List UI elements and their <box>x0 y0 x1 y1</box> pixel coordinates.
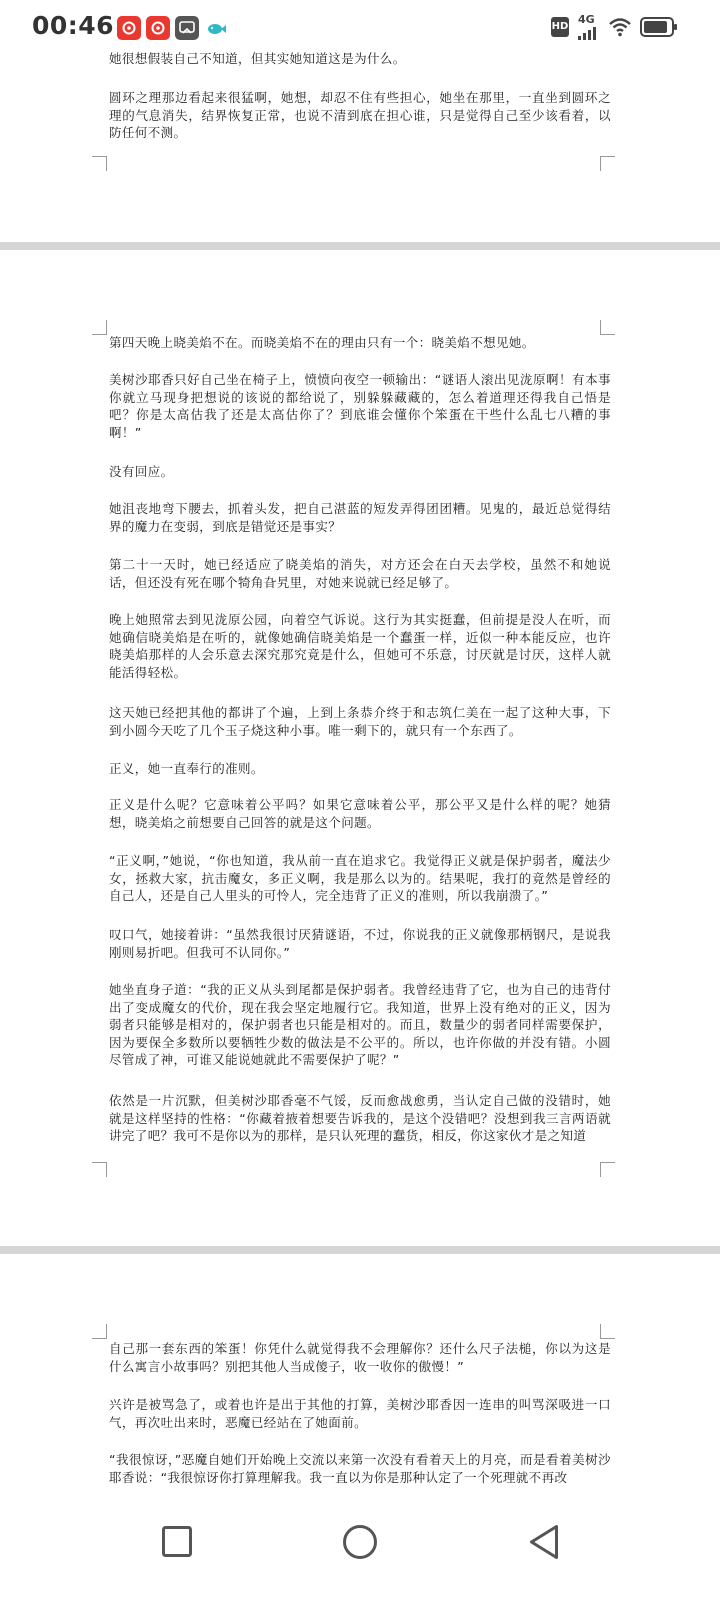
paragraph: 叹口气，她接着讲：“虽然我很讨厌猜谜语，不过，你说我的正义就像那柄钢尺，是说我刚则易折吧。但我可不认同你。” <box>109 927 611 960</box>
paragraph: 晚上她照常去到见泷原公园，向着空气诉说。这行为其实挺蠢，但前提是没人在听，而她确信晓美焰是在听的，就像她确信晓美焰是一个蠢蛋一样，近似一种本能反应，也许晓美焰那样的人会乐意去深究那究竟是什么，但她可不乐意，讨厌就是讨厌，这样人就能活得轻松。 <box>109 612 611 680</box>
wifi-icon <box>608 17 632 37</box>
circle-home-icon[interactable] <box>342 1524 378 1560</box>
document-page-3[interactable] <box>0 1254 720 1508</box>
square-recents-icon[interactable] <box>162 1526 192 1558</box>
page-corner-mark <box>92 1324 107 1339</box>
document-page-1[interactable] <box>0 51 720 242</box>
paragraph: 正义，她一直奉行的准则。 <box>109 761 264 776</box>
status-bar <box>0 0 720 56</box>
paragraph: 第二十一天时，她已经适应了晓美焰的消失，对方还会在白天去学校，虽然不和她说话，但还没有死在哪个犄角旮旯里，对她来说就已经足够了。 <box>109 557 611 590</box>
page-corner-mark <box>600 1324 615 1339</box>
paragraph: 没有回应。 <box>109 464 174 479</box>
netease-music-icon <box>146 16 170 40</box>
netease-music-icon <box>117 16 141 40</box>
paragraph: 自己那一套东西的笨蛋！你凭什么就觉得我不会理解你？还什么尺子法槌，你以为这是什么寓言小故事吗？别把其他人当成傻子，收一收你的傲慢！” <box>109 1341 611 1374</box>
paragraph: 第四天晚上晓美焰不在。而晓美焰不在的理由只有一个：晓美焰不想见她。 <box>109 335 535 350</box>
navigation-bar <box>0 1508 720 1600</box>
triangle-back-icon[interactable] <box>528 1524 560 1560</box>
paragraph: 美树沙耶香只好自己坐在椅子上，愤愤向夜空一顿输出：“谜语人滚出见泷原啊！有本事你就立马现身把想说的该说的都给说了，别躲躲藏藏的，怎么着道理还得我自己悟是吧？你是太高估我了还是太高估你了？到底谁会懂你个笨蛋在干些什么乱七八糟的事啊！” <box>109 372 611 440</box>
battery-icon <box>640 17 678 37</box>
page-corner-mark <box>600 320 615 335</box>
status-time: 00:46 <box>32 11 115 40</box>
network-type-label: 4G <box>578 13 595 26</box>
paragraph: 她坐直身子道：“我的正义从头到尾都是保护弱者。我曾经违背了它，也为自己的违背付出了变成魔女的代价，现在我会坚定地履行它。我知道，世界上没有绝对的正义，因为弱者只能够是相对的，保护弱者也只能是相对的。而且，数量少的弱者同样需要保护，因为要保全多数所以要牺牲少数的做法是不公平的。所以，也许你做的并没有错。小圆尽管成了神，可谁又能说她就此不需要保护了呢？” <box>109 982 611 1067</box>
hd-badge: HD <box>551 17 569 37</box>
page-corner-mark <box>92 156 107 171</box>
paragraph: 圆环之理那边看起来很猛啊，她想，却忍不住有些担心，她坐在那里，一直坐到圆环之理的气息消失，结界恢复正常，也说不清到底在担心谁，只是觉得自己至少该看着，以防任何不测。 <box>109 90 611 140</box>
page-corner-mark <box>600 1162 615 1177</box>
paragraph: 兴许是被骂急了，或着也许是出于其他的打算，美树沙耶香因一连串的叫骂深吸进一口气，再次吐出来时，恶魔已经站在了她面前。 <box>109 1397 611 1430</box>
fish-app-icon <box>204 16 228 40</box>
paragraph: 依然是一片沉默，但美树沙耶香毫不气馁，反而愈战愈勇，当认定自己做的没错时，她就是这样坚持的性格：“你藏着掖着想要告诉我的，是这个没错吧？没想到我三言两语就讲完了吧？我可不是你以为的那样，是只认死理的蠢货，相反，你这家伙才是之知道 <box>109 1093 611 1143</box>
paragraph: 她很想假装自己不知道，但其实她知道这是为什么。 <box>109 51 406 66</box>
page-corner-mark <box>92 320 107 335</box>
signal-bars-icon <box>578 26 600 40</box>
document-page-2[interactable] <box>0 250 720 1246</box>
paragraph: “我很惊讶，”恶魔自她们开始晚上交流以来第一次没有看着天上的月亮，而是看着美树沙耶香说：“我很惊讶你打算理解我。我一直以为你是那种认定了一个死理就不再改 <box>109 1452 611 1485</box>
page-corner-mark <box>92 1162 107 1177</box>
ssr-app-icon <box>175 16 199 40</box>
paragraph: “正义啊，”她说，“你也知道，我从前一直在追求它。我觉得正义就是保护弱者，魔法少女，拯救大家，抗击魔女，多正义啊，我是那么以为的。结果呢，我打的竟然是曾经的自己人，还是自己人里头的可怜人，完全违背了正义的准则，所以我崩溃了。” <box>109 853 611 903</box>
page-corner-mark <box>600 156 615 171</box>
paragraph: 她沮丧地弯下腰去，抓着头发，把自己湛蓝的短发弄得团团糟。见鬼的，最近总觉得结界的魔力在变弱，到底是错觉还是事实？ <box>109 501 611 534</box>
paragraph: 正义是什么呢？它意味着公平吗？如果它意味着公平，那公平又是什么样的呢？她猜想，晓美焰之前想要自己回答的就是这个问题。 <box>109 797 611 830</box>
paragraph: 这天她已经把其他的都讲了个遍，上到上条恭介终于和志筑仁美在一起了这种大事，下到小圆今天吃了几个玉子烧这种小事。唯一剩下的，就只有一个东西了。 <box>109 705 611 738</box>
